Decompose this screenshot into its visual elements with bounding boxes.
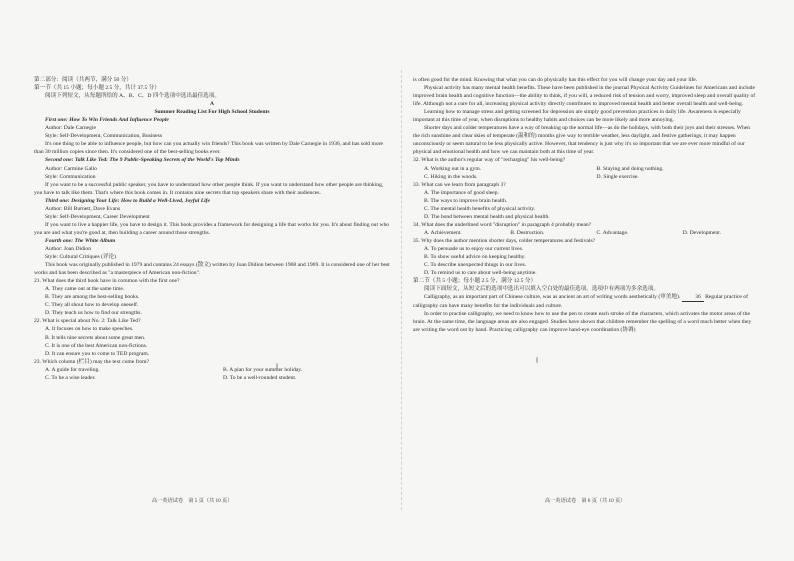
- paragraph-3: Learning how to manage stress and getting screened for depression are simply good prevention practices in daily life. Awareness is especially important at this time of year, when disruptions to healthy habits and choices can be more likely and more annoying.: [413, 109, 741, 124]
- question-22: 22. What is special about No. 2: Talk Like Ted?: [34, 318, 141, 325]
- book4-style: Style: Cultural Critiques (评论): [45, 254, 117, 261]
- paragraph-5: [413, 293, 758, 310]
- q33-option-b: B. The ways to improve brain health.: [424, 197, 508, 204]
- q32-options-row-2: [413, 173, 758, 181]
- q23-options-row-2: [34, 374, 390, 382]
- q32-option-b: B. Staying and doing nothing.: [596, 165, 664, 172]
- q21-option-d: D. They teach us how to find our strengths.: [45, 310, 142, 317]
- q22-option-d: D. It can ensure you to come to TED program.: [45, 350, 150, 357]
- q22-option-c: C. It is one of the best American non-fictions.: [45, 342, 148, 349]
- q33-option-c: C. The mental health benefits of physical activity.: [424, 205, 536, 212]
- question-34: 34. What does the underlined word "disruption" in paragraph 4 probably mean?: [413, 221, 592, 228]
- part1-instruction: 阅读下列短文，从每题所给的 A、B、C、D 四个选项中选出最佳选项。: [45, 93, 220, 100]
- book3-title: Third one: Designing Your Life: How to Build a Well-Lived, Joyful Life: [45, 197, 211, 204]
- right-page: [413, 76, 758, 335]
- passage-letter: A: [209, 101, 215, 108]
- paragraph-2: Physical activity has many mental health benefits. These have been published in the journal Physical Activity Guidelines for Americans and include improved brain health and cognitive function—the ability to think, if you will, a reduced risk of tension and worry, improved sleep and overall quality of life. Although not a cure for all, increasing physical activity directly contributes to improved mental health and better overall health and well-being.: [413, 85, 756, 108]
- q23-options-row-1: [34, 366, 390, 374]
- book4-description: This book was originally published in 1979 and contains 24 essays (散文) written by Joan Didion between 1968 and 1969. It is considered one of her best works and has been described as "a masterpiece of American non-fiction".: [34, 262, 390, 277]
- q34-option-a: A. Achievement.: [424, 229, 462, 236]
- q23-option-d: D. To be a well-rounded student.: [223, 374, 297, 381]
- book1-title: First one: How To Win Friends And Influence People: [45, 117, 169, 124]
- paragraph-1: is often good for the mind. Knowing that what you can do physically has this effect for you will change your day and your life.: [413, 77, 698, 83]
- book2-author: Author: Carmine Gallo: [45, 165, 97, 172]
- passage-title: Summer Reading List For High School Students: [154, 109, 270, 116]
- q23-option-a: A. A guide for traveling.: [45, 366, 100, 373]
- q34-option-d: D. Development.: [682, 229, 722, 236]
- part1-title: 第一节（共 15 小题；每小题 2.5 分，共计 37.5 分）: [34, 85, 160, 92]
- q32-option-d: D. Single exercise.: [596, 173, 639, 180]
- q35-option-b: B. To show useful advice on keeping healthy.: [424, 254, 526, 261]
- q34-option-c: C. Advantage.: [596, 229, 629, 236]
- book3-description: If you want to live a happier life, you have to design it. This book provides a framework for designing a life that works for you. It's about finding out who you are and what you're good at, then building a career around those strengths.: [34, 221, 390, 236]
- scan-mark: [536, 357, 538, 363]
- book2-description: If you want to be a successful public speaker, you have to understand how other people think. If you want to understand how other people are thinking, you have to talk like them. That's where this book comes in. It contains nine secrets that top speakers share with their audiences.: [34, 181, 384, 196]
- q23-option-b: B. A plan for your summer holiday.: [223, 366, 303, 373]
- paragraph-4: Shorter days and colder temperatures have a way of breaking up the normal life—as do the holidays, with both their joys and their stresses. When the rich sunshine and clear skies of temperate (温和的) months give way to terrible weather, less daylight, and festive gatherings, it may happen unconsciously or seem natural to be less physically active. However, that tendency is just why it's so important that we are ever more mindful of our physical and emotional health and how we can maintain both at this time of year.: [413, 125, 751, 156]
- page-divider: [401, 70, 402, 510]
- page-footer-left: 高一英语试卷 第 5 页（共 10 页）: [152, 498, 233, 504]
- question-33: 33. What can we learn from paragraph 3?: [413, 181, 506, 188]
- q22-option-a: A. It focuses on how to make speeches.: [45, 326, 134, 333]
- book3-author: Author: Bill Burnett, Dave Evans: [45, 205, 121, 212]
- part2-instruction: 阅读下面短文，从短文后的选项中选出可以填入空白处的最佳选项。选项中有两项为多余选项。: [424, 286, 659, 293]
- q35-option-a: A. To persuade us to enjoy our current lives.: [424, 245, 524, 252]
- question-35: 35. Why does the author mention shorter days, colder temperatures and festivals?: [413, 237, 596, 244]
- paragraph-6: In order to practise calligraphy, we need to know how to use the pen to create each stroke of the characters, which activates the motor areas of the brain. At the same time, the language areas are also engaged. Studies have shown that children remember the spelling of a word much better when they are writing the word out by hand. Practicing calligraphy can improve hand-eye coordination (协调): [413, 311, 752, 334]
- page-footer-right: 高一英语试卷 第 6 页（共 10 页）: [545, 498, 626, 504]
- part2-title: 第二节（共 5 小题；每小题 2.5 分，满分 12.5 分）: [413, 278, 537, 285]
- q35-option-c: C. To describe unexpected things in our lives.: [424, 262, 527, 269]
- q34-option-b: B. Destruction.: [510, 229, 545, 236]
- q21-option-c: C. They all shout how to develop oneself.: [45, 302, 139, 309]
- q32-option-a: A. Working out in a gym.: [424, 165, 482, 172]
- paragraph-5-start: Calligraphy, as an important part of Chinese culture, was as ancient an art of writing words aesthetically (审美地).: [424, 294, 681, 301]
- q21-option-b: B. They are among the best-selling books.: [45, 294, 140, 301]
- book1-style: Style: Self-Development, Communication, Business: [45, 133, 162, 140]
- q22-option-b: B. It tells nine secrets about some great men.: [45, 334, 146, 341]
- section-title: 第二部分：阅读（共两节，满分 50 分）: [34, 77, 132, 83]
- blank-36: 36: [682, 293, 704, 302]
- book2-style: Style: Communication: [45, 173, 96, 180]
- book4-author: Author: Joan Didion: [45, 245, 91, 252]
- q32-options-row-1: [413, 165, 758, 173]
- q21-option-a: A. They came out at the same time.: [45, 286, 125, 293]
- question-21: 21. What does the third book have in common with the first one?: [34, 278, 180, 285]
- q32-option-c: C. Hiking in the woods.: [424, 173, 478, 180]
- book1-author: Author: Dale Carnegie: [45, 125, 96, 132]
- question-32: 32. What is the author's regular way of "recharging" his well-being?: [413, 157, 566, 164]
- q33-option-a: A. The importance of good sleep.: [424, 189, 499, 196]
- book2-title: Second one: Talk Like Ted: The 9 Public-Speaking Secrets of the World's Top Minds: [45, 157, 240, 164]
- q34-options: [413, 229, 758, 237]
- q35-option-d: D. To remind us to care about well-being anytime.: [424, 270, 537, 277]
- paragraph-5-end: Regular practice of calligraphy can have many benefits for the individuals and culture.: [413, 294, 748, 310]
- q23-option-c: C. To be a wise leader.: [45, 374, 96, 381]
- book4-title: Fourth one: The White Album: [45, 237, 116, 244]
- q33-option-d: D. The bond between mental health and physical health.: [424, 213, 550, 220]
- book1-description: It's one thing to be able to influence people, but how can you actually win friends? This book was written by Dale Carnegie in 1936, and has sold more than 30 million copies since then. It's considered one of the best-selling books ever.: [34, 141, 384, 156]
- question-23: 23. Which column (栏目) may the text come from?: [34, 358, 150, 365]
- book3-style: Style: Self-Development, Career Development: [45, 213, 150, 220]
- left-page: [34, 76, 390, 382]
